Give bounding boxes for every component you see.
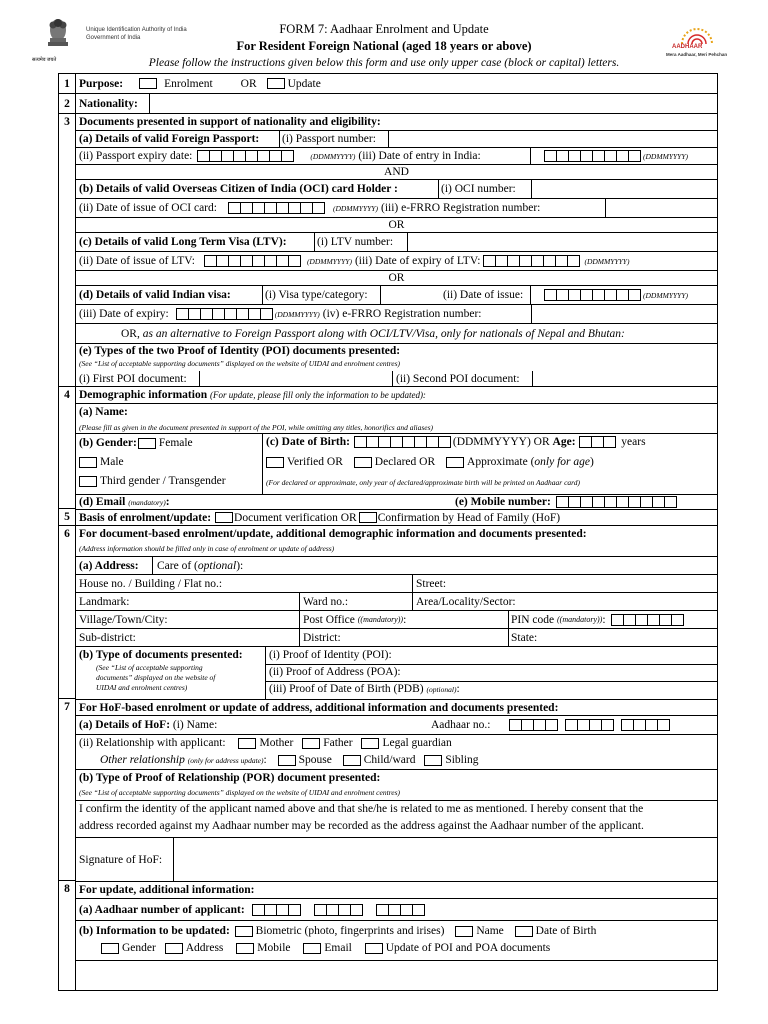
father-checkbox[interactable] <box>302 738 320 749</box>
ltv-row-1: (c) Details of valid Long Term Visa (LTV): (i) LTV number: <box>76 233 717 252</box>
female-checkbox[interactable] <box>138 438 156 449</box>
house-row: House no. / Building / Flat no.: Street: <box>76 575 717 593</box>
section-number-1: 1 <box>59 74 76 94</box>
landmark-row: Landmark: Ward no.: Area/Locality/Sector: <box>76 593 717 611</box>
name-update-checkbox[interactable] <box>455 926 473 937</box>
ltv-expiry-boxes[interactable] <box>484 255 580 267</box>
verified-checkbox[interactable] <box>266 457 284 468</box>
pin-boxes[interactable] <box>612 614 684 626</box>
mobile-boxes[interactable] <box>557 496 677 508</box>
form-instructions: Please follow the instructions given below this form and use only upper case (block or capital) letters. <box>148 57 620 69</box>
signature-row: Signature of HoF: <box>76 838 717 881</box>
hof-details-row: (a) Details of HoF: (i) Name: Aadhaar no.: <box>76 716 717 735</box>
poi-poa-update-checkbox[interactable] <box>365 943 383 954</box>
and-row: AND <box>76 165 717 180</box>
info-to-update-row: (b) Information to be updated: Biometric (photo, fingerprints and irises) Name Date of Birth Gender Address Mobile Email Update of POI and POA documents <box>76 921 717 961</box>
biometric-checkbox[interactable] <box>235 926 253 937</box>
age-boxes[interactable] <box>580 436 616 448</box>
passport-row-1: (a) Details of valid Foreign Passport: (i) Passport number: <box>76 131 717 148</box>
purpose-row: Purpose: Enrolment OR Update <box>76 74 717 94</box>
hof-aadhaar-boxes-3[interactable] <box>622 719 670 731</box>
nationality-field[interactable] <box>150 94 717 113</box>
applicant-aadhaar-boxes-2[interactable] <box>315 904 363 916</box>
declared-checkbox[interactable] <box>354 457 372 468</box>
hof-confirmation-checkbox[interactable] <box>359 512 377 523</box>
alternative-row: OR, as an alternative to Foreign Passport along with OCI/LTV/Visa, only for nationals of Nepal and Bhutan: <box>76 324 717 344</box>
oci-row-1: (b) Details of valid Overseas Citizen of India (OCI) card Holder : (i) OCI number: <box>76 180 717 199</box>
care-of-row: (a) Address: Care of ( optional ): <box>76 557 717 575</box>
consent-row: I confirm the identity of the applicant named above and that she/he is related to me as mentioned. I hereby consent that the address recorded against my Aadhaar number may be recorded as the address against the Aadhaar number of the applicant. <box>76 801 717 838</box>
subdistrict-row: Sub-district: District: State: <box>76 629 717 647</box>
village-row: Village/Town/City: Post Office ( (mandatory) ) : PIN code ( (mandatory) ) : <box>76 611 717 629</box>
second-poi-field[interactable] <box>533 371 717 386</box>
visa-issue-boxes[interactable] <box>545 289 641 301</box>
legal-guardian-checkbox[interactable] <box>361 738 379 749</box>
male-checkbox[interactable] <box>79 457 97 468</box>
first-poi-field[interactable] <box>200 371 392 386</box>
address-heading-row: For document-based enrolment/update, additional demographic information and documents presented: (Address information should be filled only in case of enrolment or update of address) <box>76 526 717 557</box>
entry-date-boxes[interactable] <box>545 150 641 162</box>
update-heading-row: For update, additional information: <box>76 881 717 899</box>
visa-row-2: (iii) Date of expiry: (DDMMYYYY) (iv) e-FRRO Registration number: <box>76 305 717 324</box>
aadhaar-logo-tagline: Mera Aadhaar, Meri Pehchan <box>666 52 728 57</box>
ltv-issue-boxes[interactable] <box>205 255 301 267</box>
aadhaar-logo-text: AADHAAR <box>672 44 703 50</box>
dob-update-checkbox[interactable] <box>515 926 533 937</box>
passport-row-2: (ii) Passport expiry date: (DDMMYYYY) (iii) Date of entry in India: (DDMMYYYY) <box>76 148 717 165</box>
section-number-3: 3 <box>59 114 76 387</box>
emblem-motto: सत्यमेव जयते <box>32 58 57 63</box>
gender-update-checkbox[interactable] <box>101 943 119 954</box>
blank-row <box>76 961 717 990</box>
applicant-aadhaar-row: (a) Aadhaar number of applicant: <box>76 899 717 921</box>
child-ward-checkbox[interactable] <box>343 755 361 766</box>
poi-heading-row: (e) Types of the two Proof of Identity (POI) documents presented: (See “List of acceptable supporting documents” displayed on the website of UIDAI and enrolment centres) <box>79 345 401 368</box>
poi-row: (i) First POI document: (ii) Second POI document: <box>76 371 717 387</box>
oci-issue-boxes[interactable] <box>229 202 325 214</box>
visa-expiry-boxes[interactable] <box>177 308 273 320</box>
dob-boxes[interactable] <box>355 436 451 448</box>
email-update-checkbox[interactable] <box>303 943 321 954</box>
form-title: FORM 7: Aadhaar Enrolment and Update <box>279 22 489 36</box>
hof-aadhaar-boxes-2[interactable] <box>566 719 614 731</box>
basis-row: Basis of enrolment/update: Document verification OR Confirmation by Head of Family (HoF) <box>76 509 717 526</box>
relationship-row: (ii) Relationship with applicant: Mother Father Legal guardian Other relationship (only for address update): Spouse Child/ward Sibling <box>76 735 717 770</box>
enrolment-checkbox[interactable] <box>139 78 157 89</box>
doc-types-row: (b) Type of documents presented: (See “List of acceptable supporting documents” displayed on the website of UIDAI and enrolment centres) (i) Proof of Identity (POI): (ii) Proof of Address (POA): (iii) Proof of Date of Birth (PDB) (optional): <box>76 647 717 699</box>
section-number-7: 7 <box>59 699 76 881</box>
por-row: (b) Type of Proof of Relationship (POR) document presented: (See “List of acceptable supporting documents” displayed on the website of UIDAI and enrolment centres) <box>76 770 717 801</box>
hof-signature-field[interactable] <box>174 838 717 881</box>
section-number-4: 4 <box>59 387 76 509</box>
form-table <box>58 73 718 991</box>
visa-type-field[interactable] <box>380 286 440 304</box>
name-row: (a) Name: (Please fill as given in the document presented in support of the POI, while omitting any titles, honorifics and aliases) <box>76 404 717 434</box>
ltv-row-2: (ii) Date of issue of LTV: (DDMMYYYY) (iii) Date of expiry of LTV: (DDMMYYYY) <box>76 252 717 271</box>
or-row-2: OR <box>76 271 717 286</box>
documents-heading-row: Documents presented in support of nationality and eligibility: <box>76 114 717 131</box>
document-verification-checkbox[interactable] <box>215 512 233 523</box>
or-row-1: OR <box>76 218 717 233</box>
hof-heading-row: For HoF-based enrolment or update of address, additional information and documents presented: <box>76 699 717 716</box>
section-number-6: 6 <box>59 526 76 699</box>
gender-dob-row: (b) Gender: Female Male Third gender / Transgender (c) Date of Birth: (DDMMYYYY) OR Age: years Verified OR Declared OR Approximate (only for age) (For declared or approximate, only year of declared/approximate birth will be printed on Aadhaar card) <box>76 434 717 495</box>
update-checkbox[interactable] <box>267 78 285 89</box>
third-gender-checkbox[interactable] <box>79 476 97 487</box>
visa-frro-field[interactable] <box>532 305 717 323</box>
visa-row-1: (d) Details of valid Indian visa: (i) Visa type/category: (ii) Date of issue: (DDMMYYYY) <box>76 286 717 305</box>
section-number-5: 5 <box>59 509 76 526</box>
demographic-heading-row: Demographic information (For update, please fill only the information to be updated): <box>76 387 717 404</box>
passport-number-field[interactable] <box>389 131 717 147</box>
govt-name: Unique Identification Authority of India Government of India <box>86 27 187 41</box>
section-number-8: 8 <box>59 881 76 991</box>
mother-checkbox[interactable] <box>238 738 256 749</box>
passport-expiry-boxes[interactable] <box>198 150 294 162</box>
ltv-number-field[interactable] <box>408 233 717 251</box>
applicant-aadhaar-boxes-1[interactable] <box>253 904 301 916</box>
section-number-2: 2 <box>59 94 76 114</box>
form-subtitle: For Resident Foreign National (aged 18 years or above) <box>236 39 532 53</box>
hof-aadhaar-boxes-1[interactable] <box>510 719 558 731</box>
approximate-checkbox[interactable] <box>446 457 464 468</box>
applicant-aadhaar-boxes-3[interactable] <box>377 904 425 916</box>
nationality-row: Nationality: <box>76 94 717 114</box>
address-update-checkbox[interactable] <box>165 943 183 954</box>
mobile-update-checkbox[interactable] <box>236 943 254 954</box>
oci-row-2: (ii) Date of issue of OCI card: (DDMMYYYY) (iii) e-FRRO Registration number: <box>76 199 717 218</box>
email-mobile-row: (d) Email (mandatory) : (e) Mobile number: <box>76 495 717 509</box>
oci-number-field[interactable] <box>532 180 717 198</box>
form-header <box>0 0 768 72</box>
oci-frro-field[interactable] <box>606 199 717 217</box>
spouse-checkbox[interactable] <box>278 755 296 766</box>
sibling-checkbox[interactable] <box>424 755 442 766</box>
